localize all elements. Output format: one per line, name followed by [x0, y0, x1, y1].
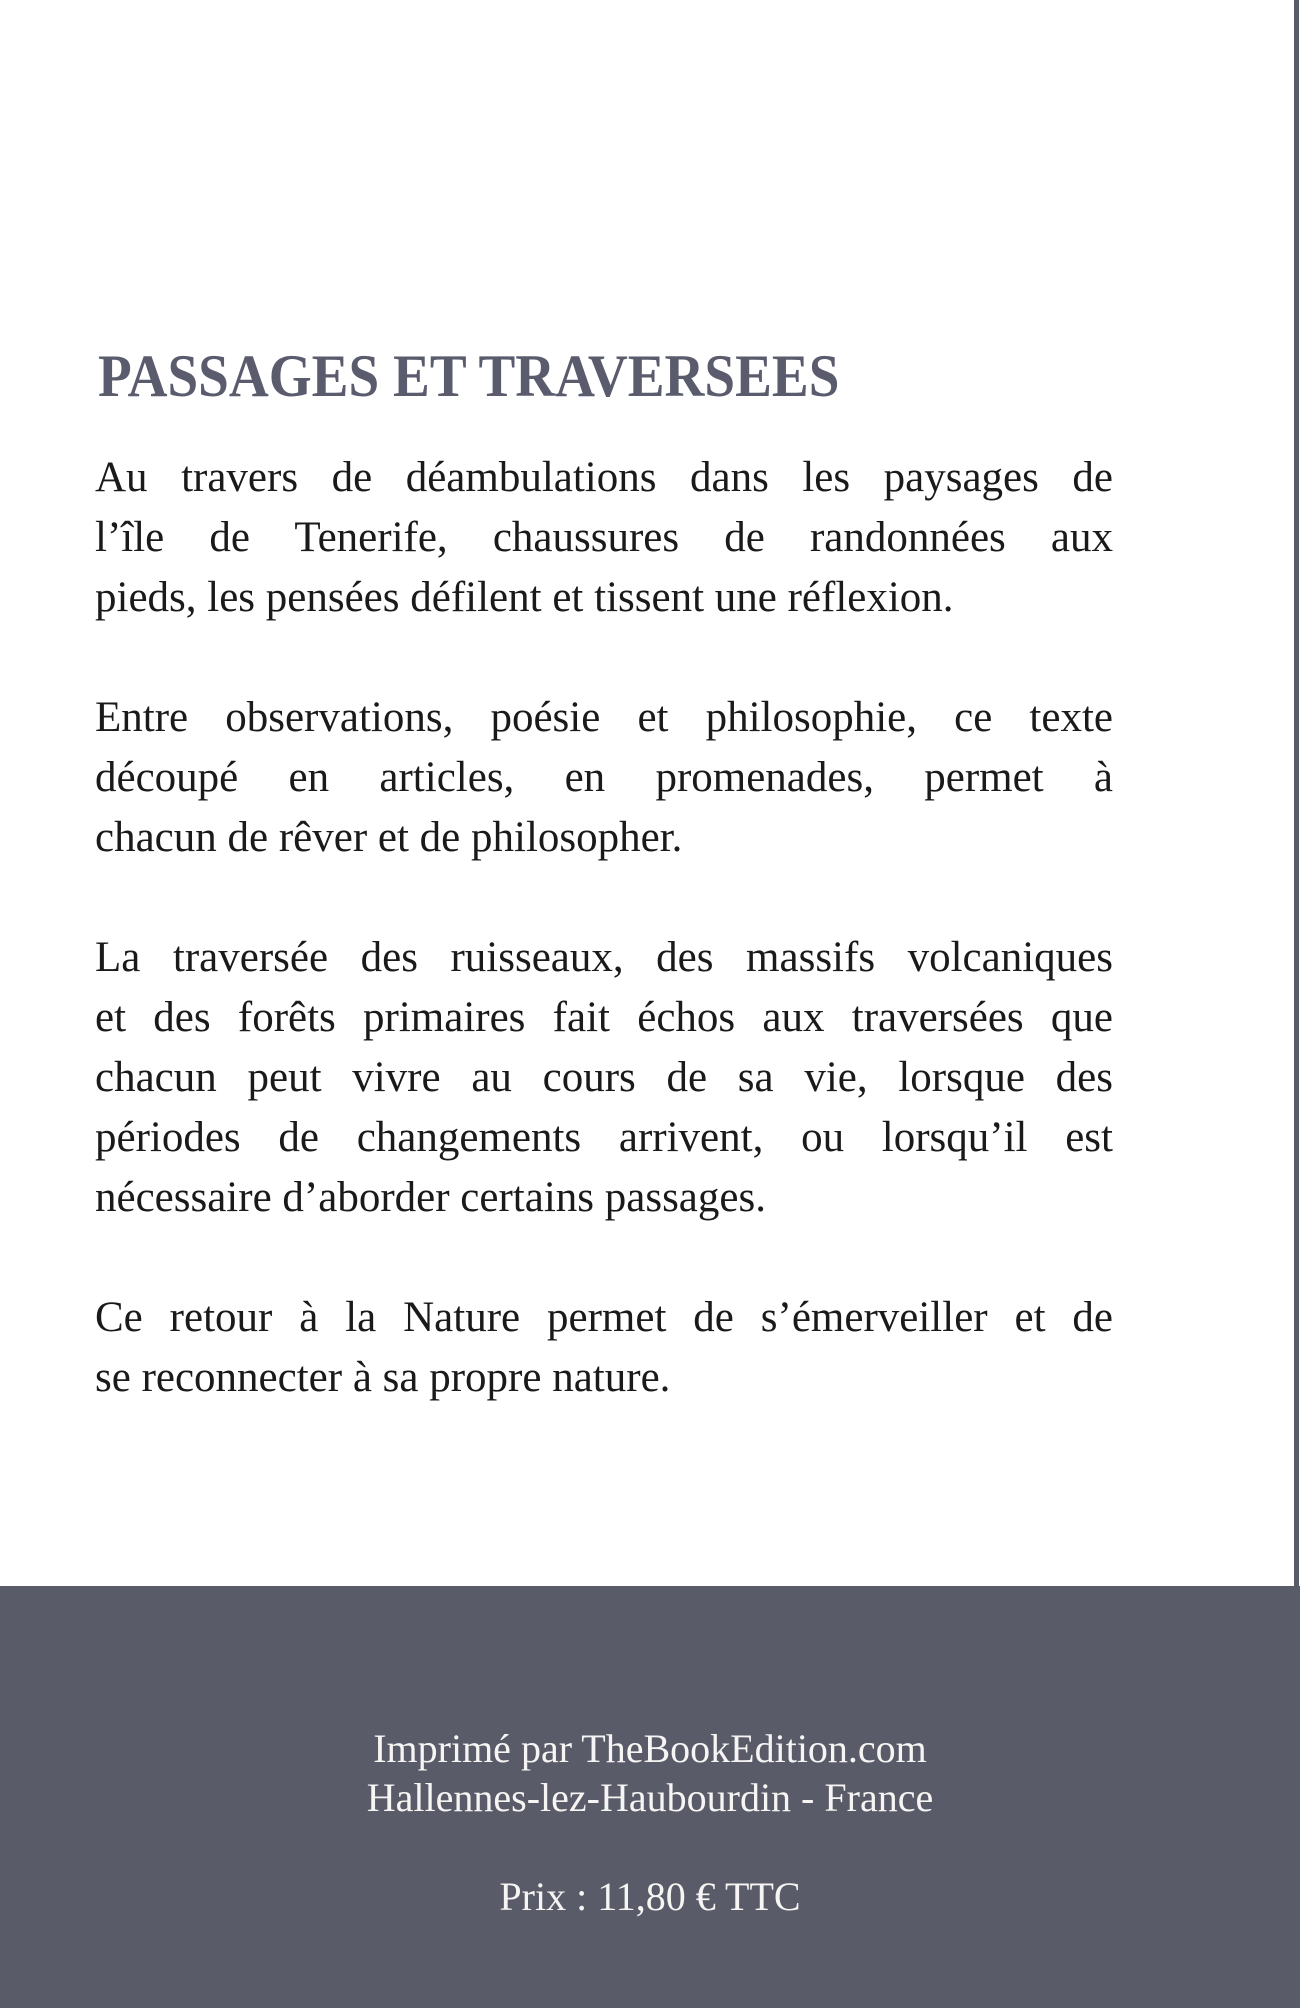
text-line: l’île de Tenerife, chaussures de randonnées aux	[95, 514, 1113, 561]
printed-by-line: Imprimé par TheBookEdition.com	[373, 1726, 927, 1771]
scan-edge-line	[1294, 0, 1299, 2008]
text-line: Au travers de déambulations dans les paysages de	[95, 454, 1113, 501]
text-line: Ce retour à la Nature permet de s’émerveiller et de	[95, 1294, 1113, 1341]
paragraph	[95, 688, 1113, 868]
text-line: périodes de changements arrivent, ou lorsqu’il est	[95, 1114, 1113, 1161]
paragraph	[95, 448, 1113, 628]
price-line: Prix : 11,80 € TTC	[499, 1874, 801, 1919]
text-line: découpé en articles, en promenades, permet à	[95, 754, 1113, 801]
location-line: Hallennes-lez-Haubourdin - France	[366, 1775, 934, 1820]
text-line: chacun de rêver et de philosopher.	[95, 814, 683, 861]
paragraph	[95, 928, 1113, 1228]
text-line: et des forêts primaires fait échos aux traversées que	[95, 994, 1113, 1041]
print-info	[0, 1586, 1300, 1822]
book-title-text: PASSAGES ET TRAVERSEES	[98, 343, 840, 410]
text-line: chacun peut vivre au cours de sa vie, lorsque des	[95, 1054, 1113, 1101]
text-line: Entre observations, poésie et philosophie, ce texte	[95, 694, 1113, 741]
book-title	[98, 343, 904, 410]
text-line: pieds, les pensées défilent et tissent une réflexion.	[95, 574, 954, 621]
paragraph	[95, 1288, 1113, 1408]
text-line: se reconnecter à sa propre nature.	[95, 1354, 671, 1401]
publisher-band	[0, 1586, 1300, 2008]
text-line: La traversée des ruisseaux, des massifs volcaniques	[95, 934, 1113, 981]
text-line: nécessaire d’aborder certains passages.	[95, 1174, 766, 1221]
back-cover-blurb	[95, 448, 1113, 1408]
